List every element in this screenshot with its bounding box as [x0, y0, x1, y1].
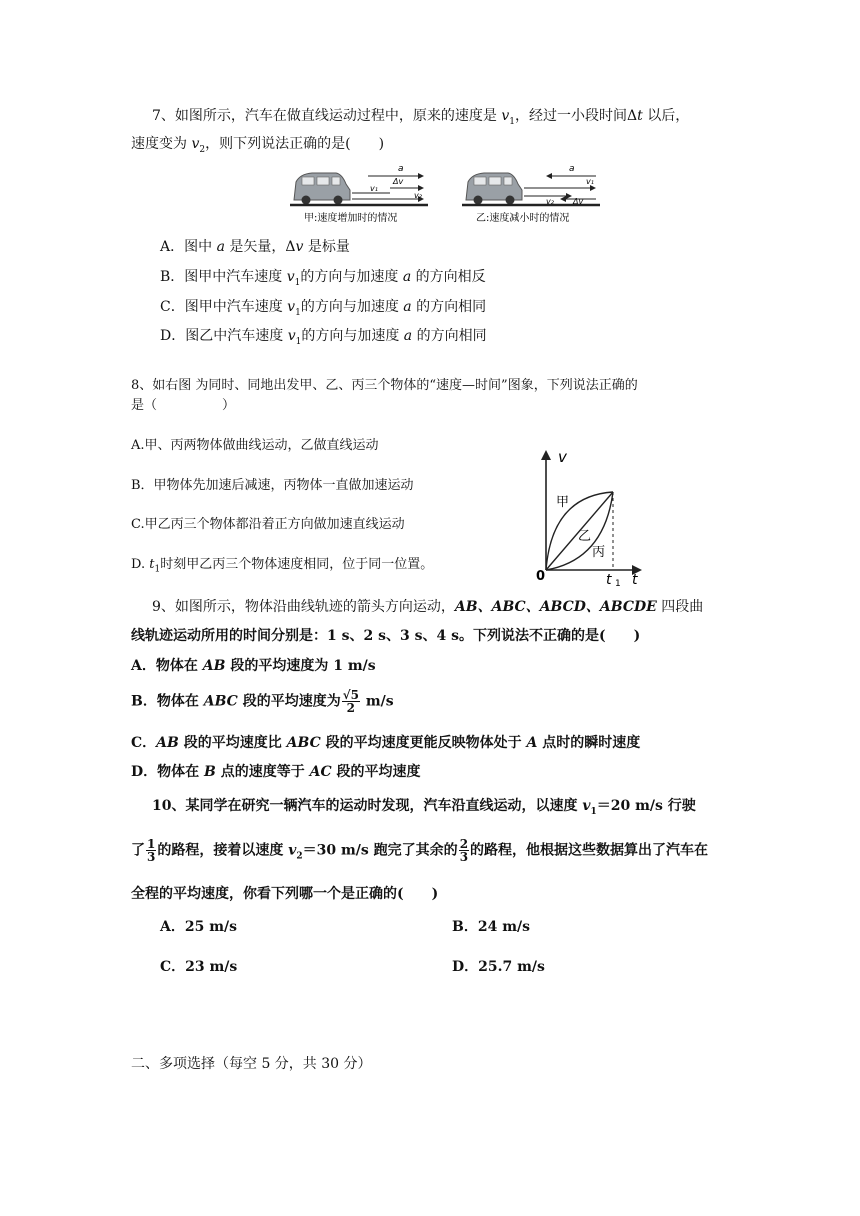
q9-option-b: B．物体在 ABC 段的平均速度为 $\frac{√5}{2}$ m/s — [131, 688, 394, 715]
svg-text:a: a — [398, 164, 404, 174]
q7-option-b: B．图甲中汽车速度 $v_1$的方向与加速度 a 的方向相反 — [160, 269, 486, 288]
q9-option-c: C．AB 段的平均速度比 ABC 段的平均速度更能反映物体处于 A 点时的瞬时速度 — [131, 735, 641, 751]
q9-stem-line1: 9、如图所示，物体沿曲线轨迹的箭头方向运动，AB、ABC、ABCD、ABCDE 四段曲 — [152, 599, 704, 615]
q8-option-a: A.甲、丙两物体做曲线运动，乙做直线运动 — [131, 438, 379, 453]
svg-text:乙:速度减小时的情况: 乙:速度减小时的情况 — [476, 213, 570, 224]
svg-text:0: 0 — [536, 569, 546, 584]
car-right-icon — [466, 173, 522, 205]
q10-stem-line1: 10、某同学在研究一辆汽车的运动时发现，汽车沿直线运动，以速度 $v_1=20$ m/s 行驶 — [152, 798, 696, 817]
q10-option-a: A．25 m/s — [160, 919, 238, 935]
q7-stem-line1: 7、如图所示，汽车在做直线运动过程中，原来的速度是 $v_1$，经过一小段时间Δt 以后， — [152, 108, 690, 127]
svg-text:t: t — [632, 572, 638, 586]
car-left-icon — [294, 173, 350, 205]
svg-text:v₂: v₂ — [414, 191, 422, 200]
svg-text:1: 1 — [615, 579, 621, 586]
q7-option-c: C．图甲中汽车速度 $v_1$的方向与加速度 a 的方向相同 — [160, 299, 487, 318]
svg-text:Δv: Δv — [393, 177, 404, 186]
q8-option-b: B．甲物体先加速后减速，丙物体一直做加速运动 — [131, 478, 414, 493]
svg-text:t: t — [606, 572, 612, 586]
svg-text:v: v — [558, 448, 567, 466]
q8-stem-line1: 8、如右图 为同时、同地出发甲、乙、丙三个物体的“速度—时间”图象，下列说法正确的 — [131, 378, 638, 393]
q9-option-a: A．物体在 AB 段的平均速度为 1 m/s — [131, 658, 376, 674]
sqrt5-over-2: $\frac{√5}{2}$ — [342, 688, 359, 715]
q7-car-figure — [290, 160, 605, 228]
svg-text:丙: 丙 — [592, 545, 606, 560]
q8-option-c: C.甲乙丙三个物体都沿着正方向做加速直线运动 — [131, 517, 405, 532]
q7-option-d: D．图乙中汽车速度 $v_1$的方向与加速度 a 的方向相同 — [160, 328, 487, 347]
fraction-two-thirds: $\frac{2}{3}$ — [459, 837, 469, 864]
svg-text:a: a — [569, 164, 575, 174]
svg-text:v₁: v₁ — [370, 184, 378, 193]
svg-text:v₂: v₂ — [546, 197, 554, 206]
svg-text:乙: 乙 — [578, 529, 592, 544]
section-heading: 二、多项选择（每空 5 分，共 30 分） — [131, 1056, 372, 1072]
y-axis-arrow-icon — [541, 450, 551, 460]
q9-option-d: D．物体在 B 点的速度等于 AC 段的平均速度 — [131, 764, 421, 780]
q8-option-d: D. $t_1$时刻甲乙丙三个物体速度相同，位于同一位置。 — [131, 557, 434, 575]
svg-text:v₁: v₁ — [586, 177, 594, 186]
q10-option-d: D．25.7 m/s — [452, 959, 545, 975]
q8-stem-line2: 是（ ） — [131, 398, 236, 413]
svg-text:Δv: Δv — [573, 197, 584, 206]
q10-stem-line2: 了 $\frac{1}{3}$ 的路程，接着以速度 $v_2=30$ m/s 跑完了其余的 $\frac{2}{3}$ 的路程，他根据这些数据算出了汽车在 — [131, 837, 709, 864]
fraction-one-third: $\frac{1}{3}$ — [147, 837, 156, 864]
q10-option-b: B．24 m/s — [452, 919, 530, 935]
q10-stem-line3: 全程的平均速度，你看下列哪一个是正确的( ) — [131, 886, 439, 902]
q7-stem-line2: 速度变为 $v_2$，则下列说法正确的是( ) — [131, 136, 385, 155]
q9-stem-line2: 线轨迹运动所用的时间分别是：1 s、2 s、3 s、4 s。下列说法不正确的是( ) — [131, 628, 641, 644]
q10-option-c: C．23 m/s — [160, 959, 238, 975]
svg-text:甲:速度增加时的情况: 甲:速度增加时的情况 — [304, 213, 398, 224]
q8-vt-graph — [522, 448, 650, 586]
svg-text:甲: 甲 — [556, 495, 570, 510]
q7-option-a: A．图中 a 是矢量，Δv 是标量 — [160, 239, 350, 255]
